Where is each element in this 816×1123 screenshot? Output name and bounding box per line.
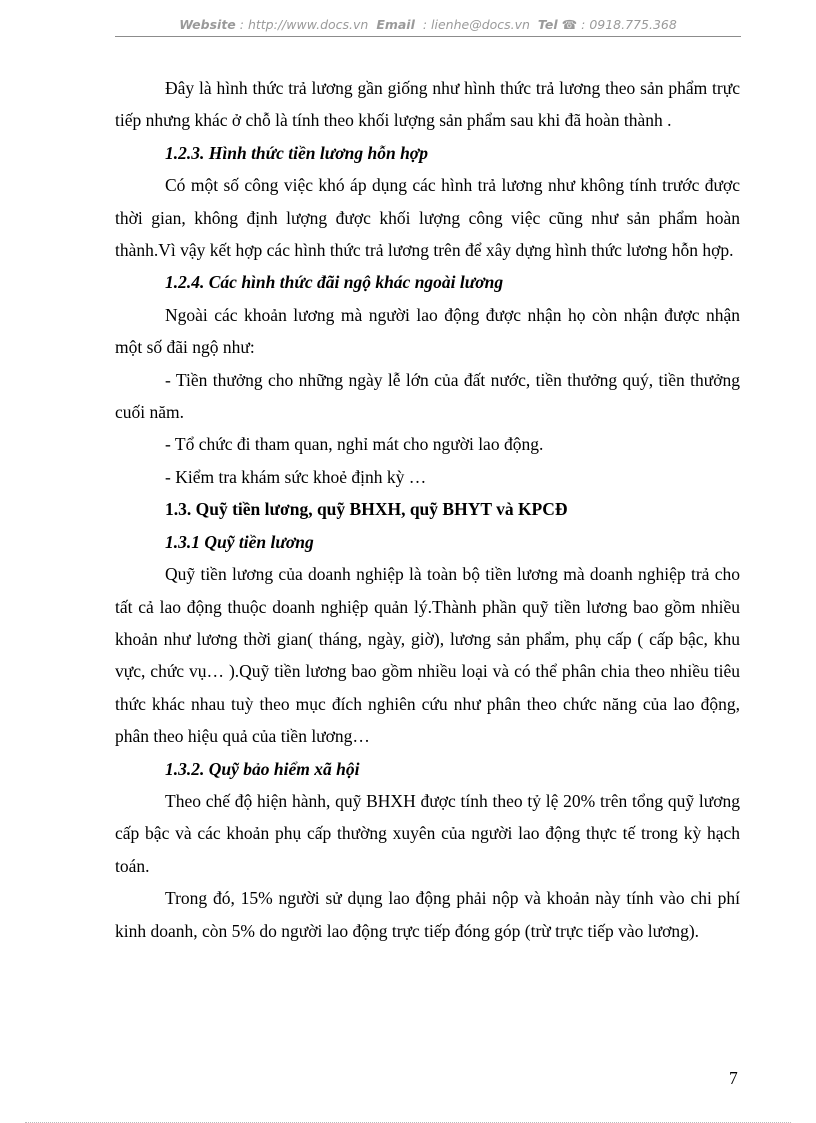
page-number: 7 <box>729 1068 738 1088</box>
section-heading-1-3-2: 1.3.2. Quỹ bảo hiểm xã hội <box>165 758 360 779</box>
document-body <box>115 72 740 947</box>
paragraph: Theo chế độ hiện hành, quỹ BHXH được tính theo tỷ lệ 20% trên tổng quỹ lương cấp bậc và các khoản phụ cấp thường xuyên của người lao động thực tế trong kỳ hạch toán. <box>115 790 740 876</box>
tel-value: ☎ : 0918.775.368 <box>561 17 677 32</box>
website-label: Website <box>179 17 236 32</box>
email-label: Email <box>376 17 415 32</box>
section-heading-1-2-3: 1.2.3. Hình thức tiền lương hỗn hợp <box>165 142 428 163</box>
bullet-item: - Tiền thưởng cho những ngày lễ lớn của đất nước, tiền thưởng quý, tiền thưởng cuối năm. <box>115 369 740 423</box>
bullet-item: - Tổ chức đi tham quan, nghỉ mát cho người lao động. <box>165 434 544 455</box>
paragraph: Quỹ tiền lương của doanh nghiệp là toàn bộ tiền lương mà doanh nghiệp trả cho tất cả lao động thuộc doanh nghiệp quản lý.Thành phần quỹ tiền lương bao gồm nhiều khoản như lương thời gian( tháng, ngày, giờ), lương sản phẩm, phụ cấp ( cấp bậc, khu vực, chức vụ… ).Quỹ tiền lương bao gồm nhiều loại và có thể phân chia theo nhiều tiêu thức khác nhau tuỳ theo mục đích nghiên cứu như phân theo chức năng của lao động, phân theo hiệu quả của tiền lương… <box>115 564 740 747</box>
website-value: : http://www.docs.vn <box>239 17 369 32</box>
tel-label: Tel <box>537 17 558 32</box>
paragraph: Đây là hình thức trả lương gần giống như hình thức trả lương theo sản phẩm trực tiếp nhưng khác ở chỗ là tính theo khối lượng sản phẩm sau khi đã hoàn thành . <box>115 78 740 131</box>
header-divider <box>115 36 741 37</box>
section-heading-1-2-4: 1.2.4. Các hình thức đãi ngộ khác ngoài lương <box>165 272 504 293</box>
paragraph: Có một số công việc khó áp dụng các hình trả lương như không tính trước được thời gian, không định lượng được khối lượng công việc cũng như sản phẩm hoàn thành.Vì vậy kết hợp các hình thức trả lương trên để xây dựng hình thức lương hỗn hợp. <box>115 175 740 261</box>
bullet-item: - Kiểm tra khám sức khoẻ định kỳ … <box>165 466 427 487</box>
email-value: : lienhe@docs.vn <box>422 17 530 32</box>
page-header <box>115 17 741 32</box>
section-heading-1-3: 1.3. Quỹ tiền lương, quỹ BHXH, quỹ BHYT và KPCĐ <box>165 499 568 520</box>
paragraph: Trong đó, 15% người sử dụng lao động phải nộp và khoản này tính vào chi phí kinh doanh, còn 5% do người lao động trực tiếp đóng góp (trừ trực tiếp vào lương). <box>115 888 740 941</box>
section-heading-1-3-1: 1.3.1 Quỹ tiền lương <box>165 531 314 552</box>
paragraph: Ngoài các khoản lương mà người lao động được nhận họ còn nhận được nhận một số đãi ngộ như: <box>115 304 740 358</box>
